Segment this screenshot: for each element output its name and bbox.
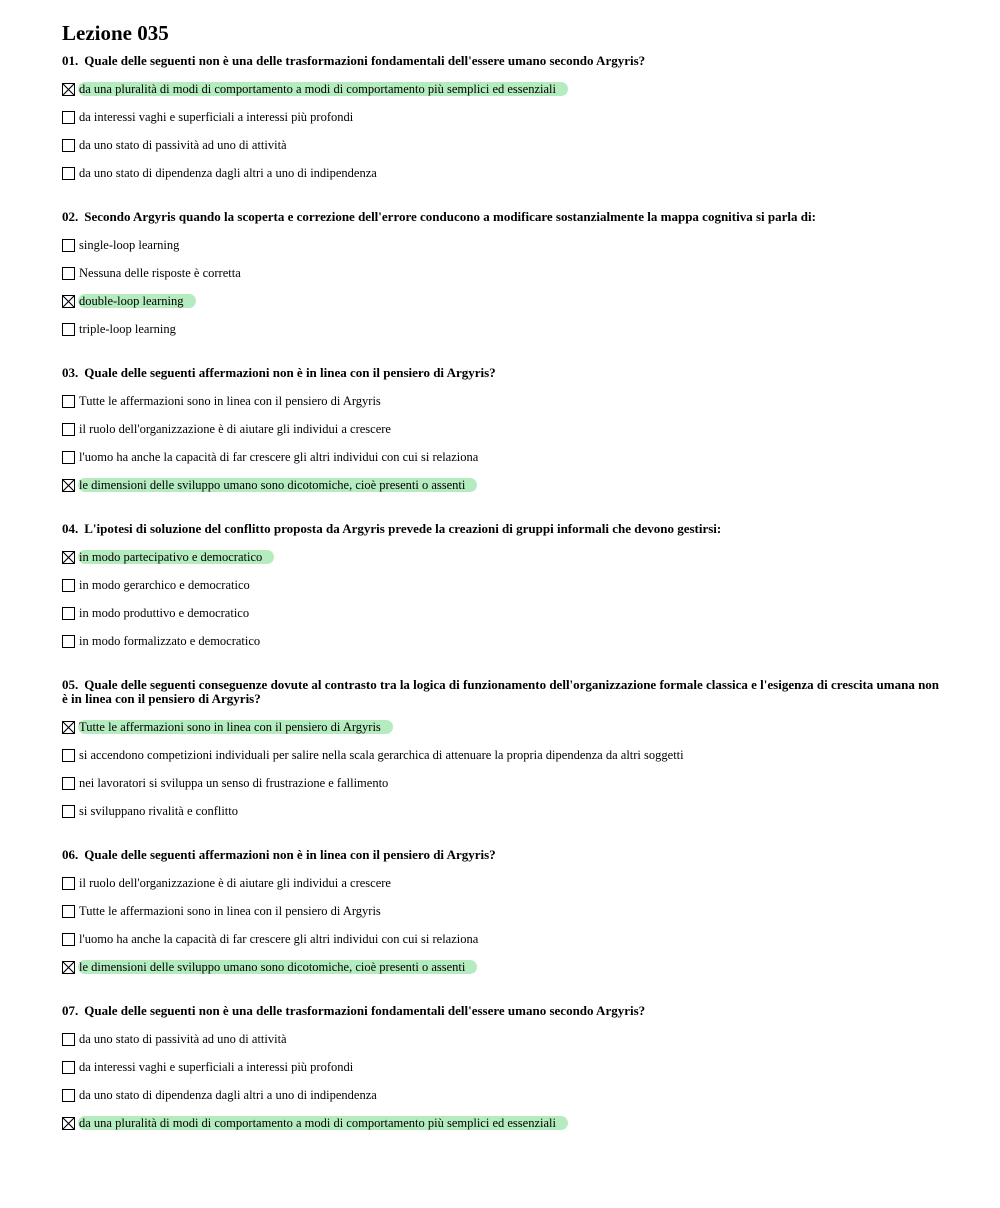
answer-text: si accendono competizioni individuali per salire nella scala gerarchica di attenuare la propria dipendenza da altri soggetti xyxy=(79,748,684,762)
answer-option[interactable] xyxy=(62,443,942,471)
answer-option[interactable] xyxy=(62,1025,942,1053)
answer-text: da uno stato di dipendenza dagli altri a uno di indipendenza xyxy=(79,166,377,180)
answer-option[interactable] xyxy=(62,103,942,131)
question-03 xyxy=(62,366,942,499)
answer-option[interactable] xyxy=(62,1081,942,1109)
answer-option[interactable] xyxy=(62,259,942,287)
answer-text: Tutte le affermazioni sono in linea con il pensiero di Argyris xyxy=(79,904,381,918)
answer-option[interactable] xyxy=(62,131,942,159)
question-text xyxy=(62,522,942,536)
answer-option[interactable] xyxy=(62,741,942,769)
question-06 xyxy=(62,848,942,981)
answer-text: le dimensioni delle sviluppo umano sono dicotomiche, cioè presenti o assenti xyxy=(78,960,477,974)
answer-text: l'uomo ha anche la capacità di far crescere gli altri individui con cui si relaziona xyxy=(79,932,479,946)
checkbox[interactable] xyxy=(62,139,75,152)
checkbox[interactable] xyxy=(62,749,75,762)
quiz-page xyxy=(62,20,942,1137)
answer-text: Tutte le affermazioni sono in linea con il pensiero di Argyris xyxy=(79,394,381,408)
checkbox-checked[interactable] xyxy=(62,83,75,96)
checkbox-checked[interactable] xyxy=(62,1117,75,1130)
answer-text: si sviluppano rivalità e conflitto xyxy=(79,804,238,818)
checkbox[interactable] xyxy=(62,805,75,818)
checkbox[interactable] xyxy=(62,167,75,180)
checkbox[interactable] xyxy=(62,933,75,946)
checkbox[interactable] xyxy=(62,111,75,124)
answer-option-selected[interactable] xyxy=(62,713,942,741)
question-prompt: Secondo Argyris quando la scoperta e correzione dell'errore conducono a modificare sostanzialmente la mappa cognitiva si parla di: xyxy=(84,209,816,224)
checkbox[interactable] xyxy=(62,267,75,280)
answer-option[interactable] xyxy=(62,1053,942,1081)
answer-text: single-loop learning xyxy=(79,238,180,252)
checkbox[interactable] xyxy=(62,451,75,464)
answer-option[interactable] xyxy=(62,415,942,443)
question-text xyxy=(62,210,942,224)
checkbox-checked[interactable] xyxy=(62,721,75,734)
answer-option[interactable] xyxy=(62,159,942,187)
question-number: 02. xyxy=(62,209,79,224)
question-text xyxy=(62,54,942,68)
question-number: 01. xyxy=(62,53,79,68)
answer-option[interactable] xyxy=(62,925,942,953)
checkbox[interactable] xyxy=(62,635,75,648)
check-x-icon xyxy=(63,480,74,491)
checkbox[interactable] xyxy=(62,607,75,620)
answer-text: l'uomo ha anche la capacità di far crescere gli altri individui con cui si relaziona xyxy=(79,450,479,464)
answer-text: Nessuna delle risposte è corretta xyxy=(79,266,241,280)
checkbox[interactable] xyxy=(62,1033,75,1046)
answer-option[interactable] xyxy=(62,769,942,797)
answer-option[interactable] xyxy=(62,571,942,599)
answer-text: in modo produttivo e democratico xyxy=(79,606,250,620)
answer-option[interactable] xyxy=(62,897,942,925)
answer-option[interactable] xyxy=(62,387,942,415)
question-prompt: Quale delle seguenti non è una delle trasformazioni fondamentali dell'essere umano secondo Argyris? xyxy=(84,53,646,68)
checkbox[interactable] xyxy=(62,323,75,336)
checkbox[interactable] xyxy=(62,877,75,890)
checkbox[interactable] xyxy=(62,423,75,436)
question-prompt: Quale delle seguenti affermazioni non è in linea con il pensiero di Argyris? xyxy=(84,365,496,380)
answer-option[interactable] xyxy=(62,599,942,627)
answer-text: da una pluralità di modi di comportamento a modi di comportamento più semplici ed essenziali xyxy=(78,1116,568,1130)
question-text xyxy=(62,848,942,862)
question-number: 05. xyxy=(62,677,79,692)
question-number: 04. xyxy=(62,521,79,536)
checkbox-checked[interactable] xyxy=(62,961,75,974)
answer-text: le dimensioni delle sviluppo umano sono dicotomiche, cioè presenti o assenti xyxy=(78,478,477,492)
check-x-icon xyxy=(63,84,74,95)
question-number: 03. xyxy=(62,365,79,380)
question-text xyxy=(62,1004,942,1018)
answer-option[interactable] xyxy=(62,797,942,825)
check-x-icon xyxy=(63,962,74,973)
answer-option-selected[interactable] xyxy=(62,75,942,103)
question-number: 07. xyxy=(62,1003,79,1018)
question-01 xyxy=(62,54,942,187)
check-x-icon xyxy=(63,296,74,307)
check-x-icon xyxy=(63,552,74,563)
answer-text: in modo gerarchico e democratico xyxy=(79,578,250,592)
checkbox[interactable] xyxy=(62,239,75,252)
question-prompt: L'ipotesi di soluzione del conflitto proposta da Argyris prevede la creazioni di gruppi informali che devono gestirsi: xyxy=(84,521,722,536)
answer-text: double-loop learning xyxy=(78,294,196,308)
question-prompt: Quale delle seguenti non è una delle trasformazioni fondamentali dell'essere umano secondo Argyris? xyxy=(84,1003,646,1018)
lesson-title: Lezione 035 xyxy=(62,21,169,45)
checkbox-checked[interactable] xyxy=(62,551,75,564)
answer-text: da uno stato di passività ad uno di attività xyxy=(79,138,287,152)
answer-text: triple-loop learning xyxy=(79,322,176,336)
answer-text: da uno stato di dipendenza dagli altri a uno di indipendenza xyxy=(79,1088,377,1102)
answer-option-selected[interactable] xyxy=(62,953,942,981)
question-04 xyxy=(62,522,942,655)
question-prompt: Quale delle seguenti affermazioni non è in linea con il pensiero di Argyris? xyxy=(84,847,496,862)
answer-option-selected[interactable] xyxy=(62,287,942,315)
checkbox[interactable] xyxy=(62,579,75,592)
answer-option[interactable] xyxy=(62,869,942,897)
checkbox[interactable] xyxy=(62,777,75,790)
question-02 xyxy=(62,210,942,343)
answer-text: da interessi vaghi e superficiali a interessi più profondi xyxy=(79,1060,354,1074)
check-x-icon xyxy=(63,722,74,733)
check-x-icon xyxy=(63,1118,74,1129)
answer-text: il ruolo dell'organizzazione è di aiutare gli individui a crescere xyxy=(79,876,391,890)
checkbox[interactable] xyxy=(62,1089,75,1102)
checkbox-checked[interactable] xyxy=(62,479,75,492)
answer-option[interactable] xyxy=(62,627,942,655)
checkbox-checked[interactable] xyxy=(62,295,75,308)
answer-text: da interessi vaghi e superficiali a interessi più profondi xyxy=(79,110,354,124)
question-07 xyxy=(62,1004,942,1137)
answer-text: nei lavoratori si sviluppa un senso di frustrazione e fallimento xyxy=(79,776,389,790)
answer-option[interactable] xyxy=(62,231,942,259)
answer-text: il ruolo dell'organizzazione è di aiutare gli individui a crescere xyxy=(79,422,391,436)
answer-option[interactable] xyxy=(62,315,942,343)
question-number: 06. xyxy=(62,847,79,862)
question-text xyxy=(62,366,942,380)
checkbox[interactable] xyxy=(62,395,75,408)
answer-option-selected[interactable] xyxy=(62,1109,942,1137)
question-05 xyxy=(62,678,942,825)
answer-option-selected[interactable] xyxy=(62,543,942,571)
question-text xyxy=(62,678,942,706)
answer-text: Tutte le affermazioni sono in linea con il pensiero di Argyris xyxy=(78,720,393,734)
answer-text: da una pluralità di modi di comportamento a modi di comportamento più semplici ed essenziali xyxy=(78,82,568,96)
question-prompt: Quale delle seguenti conseguenze dovute al contrasto tra la logica di funzionamento dell'organizzazione formale classica e l'esigenza di crescita umana non è in linea con il pensiero di Argyris? xyxy=(62,677,940,706)
checkbox[interactable] xyxy=(62,905,75,918)
answer-text: in modo formalizzato e democratico xyxy=(79,634,261,648)
answer-option-selected[interactable] xyxy=(62,471,942,499)
answer-text: da uno stato di passività ad uno di attività xyxy=(79,1032,287,1046)
answer-text: in modo partecipativo e democratico xyxy=(78,550,274,564)
checkbox[interactable] xyxy=(62,1061,75,1074)
